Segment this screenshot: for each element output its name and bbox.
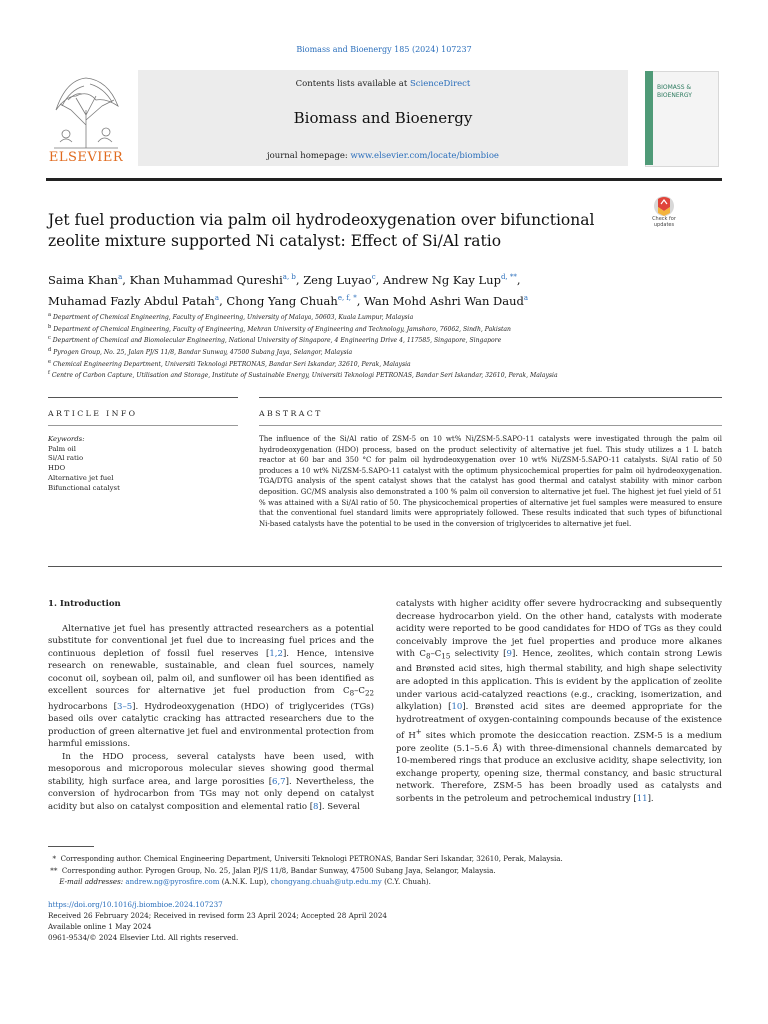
citation-link[interactable]: 11	[636, 793, 648, 804]
citation-link[interactable]: 3–5	[117, 701, 133, 712]
paragraph: catalysts with higher acidity offer severe hydrocracking and subsequently decrease hydrocarbon yield. On the other hand, catalysts with moderate acidity were reported to be good candidates for HDO of TGs as they could conceivably improve the jet fuel properties and produce more alkanes with $C_8-C_{15}$ selectivity [9]. Hence, zeolites, which contain strong Lewis and Brønsted acid sites, high thermal stability, and high shape selectivity are adopted in this application. This is evident by the application of zeolite under various acid-catalyzed reactions (e.g., cracking, isomerization, and alkylation) [10]. Brønsted acid sites are deemed appropriate for the hydrotreatment of oxygen-containing compounds because of the existence of H+ sites which promote the desiccation reaction. ZSM-5 is a medium pore zeolite (5.1–5.6 Å) with three-dimensional channels demarcated by 10-membered rings that produce an exclusive acidity, shape selectivity, ion exchange property, opening size, thermal constancy, and basic structural network. Therefore, ZSM-5 has been broadly used as catalysts and sorbents in the petroleum and petrochemical industry [11].	[396, 599, 723, 804]
divider	[48, 566, 722, 567]
citation-link[interactable]: 9	[506, 649, 512, 660]
paragraph: Alternative jet fuel has presently attracted researchers as a potential substitute for conventional jet fuel due to increasing fuel prices and the continuous depletion of fossil fuel reserves [1,2]. Hence, intensive research on renewable, sustainable, and clean fuel sources, namely coconut oil, soybean oil, palm oil, and sunflower oil has been identified as excellent sources for alternative jet fuel production from $C_8-C_{22}$ hydrocarbons [3–5]. Hydrodeoxygenation (HDO) of triglycerides (TGs) based oils over catalytic cracking has attracted researchers due to the production of green alternative jet fuel and environmental protection from harmful emissions.	[48, 623, 375, 750]
footnotes	[48, 853, 728, 888]
keyword: HDO	[48, 464, 66, 473]
sciencedirect-link[interactable]: ScienceDirect	[409, 79, 471, 89]
affiliation-list	[48, 311, 738, 381]
keyword: Bifunctional catalyst	[48, 483, 120, 492]
abstract-heading: ABSTRACT	[259, 409, 323, 418]
abstract-text: The influence of the Si/Al ratio of ZSM-5 on 10 wt% Ni/ZSM-5.SAPO-11 catalysts were investigated through the palm oil hydrodeoxygenation (HDO) process, based on the product selectivity of alternative jet fuel. This study utilizes a 1 L batch reactor at 60 bar and 350 °C for palm oil hydrodeoxygenation over 10 wt% Ni/ZSM-5.SAPO-11 catalysts. Si/Al ratio of 50 produces a 10 wt% Ni/ZSM-5.SAPO-11 catalyst with the optimum physicochemical properties for palm oil hydrodeoxygenation. TGA/DTG analysis of the spent catalyst shows that the catalyst has good thermal and catalyst stability with minor carbon deposition. GC/MS analysis also demonstrated a 100 % palm oil conversion to alternative jet fuel. The highest jet fuel yield of 51 % was attained with a Si/Al ratio of 50. The physicochemical properties of alternative jet fuel samples were measured to ensure that the conventional fuel standard limits were appropriately followed. These results indicated that such types of bifunctional Ni-based catalysts have the potential to be used in the conversion of triglycerides to alternative jet fuel.	[259, 434, 722, 528]
dates: Received 26 February 2024; Received in revised form 23 April 2024; Accepted 28 April 2024	[48, 911, 387, 921]
author[interactable]: Zeng Luyao$^c$	[303, 272, 376, 287]
cover-title: BIOMASS & BIOENERGY	[657, 84, 692, 99]
author[interactable]: Andrew Ng Kay Lup$^{d, **}$	[382, 272, 517, 287]
check-for-updates-label: Check for updates	[652, 216, 676, 228]
footnote: * Corresponding author. Chemical Engineering Department, Universiti Teknologi PETRONAS, Bandar Seri Iskandar, 32610, Perak, Malaysia.	[52, 854, 563, 863]
header-rule	[46, 178, 722, 181]
footnote: ** Corresponding author. Pyrogen Group, No. 25, Jalan PJ/S 11/8, Bandar Sunway, 47500 Subang Jaya, Selangor, Malaysia.	[50, 865, 496, 875]
citation-link[interactable]: 8	[313, 801, 319, 812]
body-column-right	[396, 598, 722, 805]
footnote-rule	[48, 846, 94, 847]
citation-link[interactable]: 6,7	[272, 776, 286, 787]
keyword: Palm oil	[48, 444, 76, 453]
copyright: 0961-9534/© 2024 Elsevier Ltd. All rights reserved.	[48, 933, 239, 943]
divider	[48, 425, 238, 426]
affiliation: $^f$ Centre of Carbon Capture, Utilisation and Storage, Institute of Sustainable Energy, Universiti Teknologi PETRONAS, Bandar Seri Iskandar, 32610, Perak, Malaysia	[48, 370, 558, 380]
publisher-wordmark: ELSEVIER	[48, 150, 124, 165]
affiliation: $^a$ Department of Chemical Engineering, Faculty of Engineering, University of Malaya, 50603, Kuala Lumpur, Malaysia	[48, 312, 414, 322]
divider	[259, 425, 722, 426]
affiliation: $^d$ Pyrogen Group, No. 25, Jalan PJ/S 11/8, Bandar Sunway, 47500 Subang Jaya, Selangor, Malaysia	[48, 346, 353, 356]
author[interactable]: Khan Muhammad Qureshi$^{a, b}$	[129, 272, 296, 287]
author[interactable]: Chong Yang Chuah$^{e, f, *}$	[226, 293, 357, 308]
journal-name: Biomass and Bioenergy	[293, 109, 473, 127]
email-addresses: E-mail addresses: andrew.ng@pyrosfire.com (A.N.K. Lup), chongyang.chuah@utp.edu.my (C.Y. Chuah).	[59, 877, 431, 887]
cover-green-strip	[645, 71, 653, 165]
email-link[interactable]: chongyang.chuah@utp.edu.my	[270, 877, 382, 887]
divider	[48, 397, 238, 398]
keyword: Si/Al ratio	[48, 454, 84, 463]
keywords-block	[48, 435, 238, 493]
citation-link[interactable]: 1,2	[269, 648, 283, 659]
citation-link[interactable]: 10	[451, 702, 463, 713]
online-date: Available online 1 May 2024	[48, 922, 152, 932]
paragraph: In the HDO process, several catalysts have been used, with mesoporous and microporous molecular sieves showing good thermal stability, high surface area, and large porosities [6,7]. Nevertheless, the conversion of hydrocarbon from TGs may not only depend on catalyst acidity but also on catalyst composition and elemental ratio [8]. Several	[48, 751, 374, 812]
journal-reference[interactable]: Biomass and Bioenergy 185 (2024) 107237	[296, 45, 472, 54]
author-list: Saima Khan$^a$, Khan Muhammad Qureshi$^{a, b}$, Zeng Luyao$^c$, Andrew Ng Kay Lup$^{d, **}$, Muhamad Fazly Abdul Patah$^a$, Chong Yang Chuah$^{e, f, *}$, Wan Mohd Ashri Wan Daud$^a$	[48, 272, 529, 308]
email-link[interactable]: andrew.ng@pyrosfire.com	[125, 877, 220, 887]
affiliation: $^c$ Department of Chemical and Biomolecular Engineering, National University of Singapore, 4 Engineering Drive 4, 117585, Singapore, Singapore	[48, 335, 502, 345]
affiliation: $^b$ Department of Chemical Engineering, Faculty of Engineering, Mehran University of Engineering and Technology, Jamshoro, 76062, Sindh, Pakistan	[48, 323, 511, 333]
affiliation: $^e$ Chemical Engineering Department, Universiti Teknologi PETRONAS, Bandar Seri Iskandar, 32610, Perak, Malaysia	[48, 358, 411, 368]
journal-homepage: journal homepage: www.elsevier.com/locate/biombioe	[267, 151, 499, 161]
author[interactable]: Saima Khan$^a$	[48, 272, 123, 287]
article-title: Jet fuel production via palm oil hydrodeoxygenation over bifunctional zeolite mixture supported Ni catalyst: Effect of Si/Al ratio	[48, 211, 595, 250]
article-info-heading: ARTICLE INFO	[48, 409, 138, 418]
keyword: Alternative jet fuel	[48, 473, 114, 482]
author[interactable]: Muhamad Fazly Abdul Patah$^a$	[48, 293, 220, 308]
body-column-left	[48, 598, 374, 813]
publication-info	[48, 899, 728, 943]
doi-link[interactable]: https://doi.org/10.1016/j.biombioe.2024.107237	[48, 900, 223, 909]
author[interactable]: Wan Mohd Ashri Wan Daud$^a$	[364, 293, 529, 308]
keywords-label: Keywords:	[48, 435, 85, 443]
divider	[259, 397, 722, 398]
contents-availability: Contents lists available at ScienceDirect	[295, 79, 471, 89]
homepage-link[interactable]: www.elsevier.com/locate/biombioe	[350, 151, 499, 161]
section-heading: 1. Introduction	[48, 599, 121, 609]
